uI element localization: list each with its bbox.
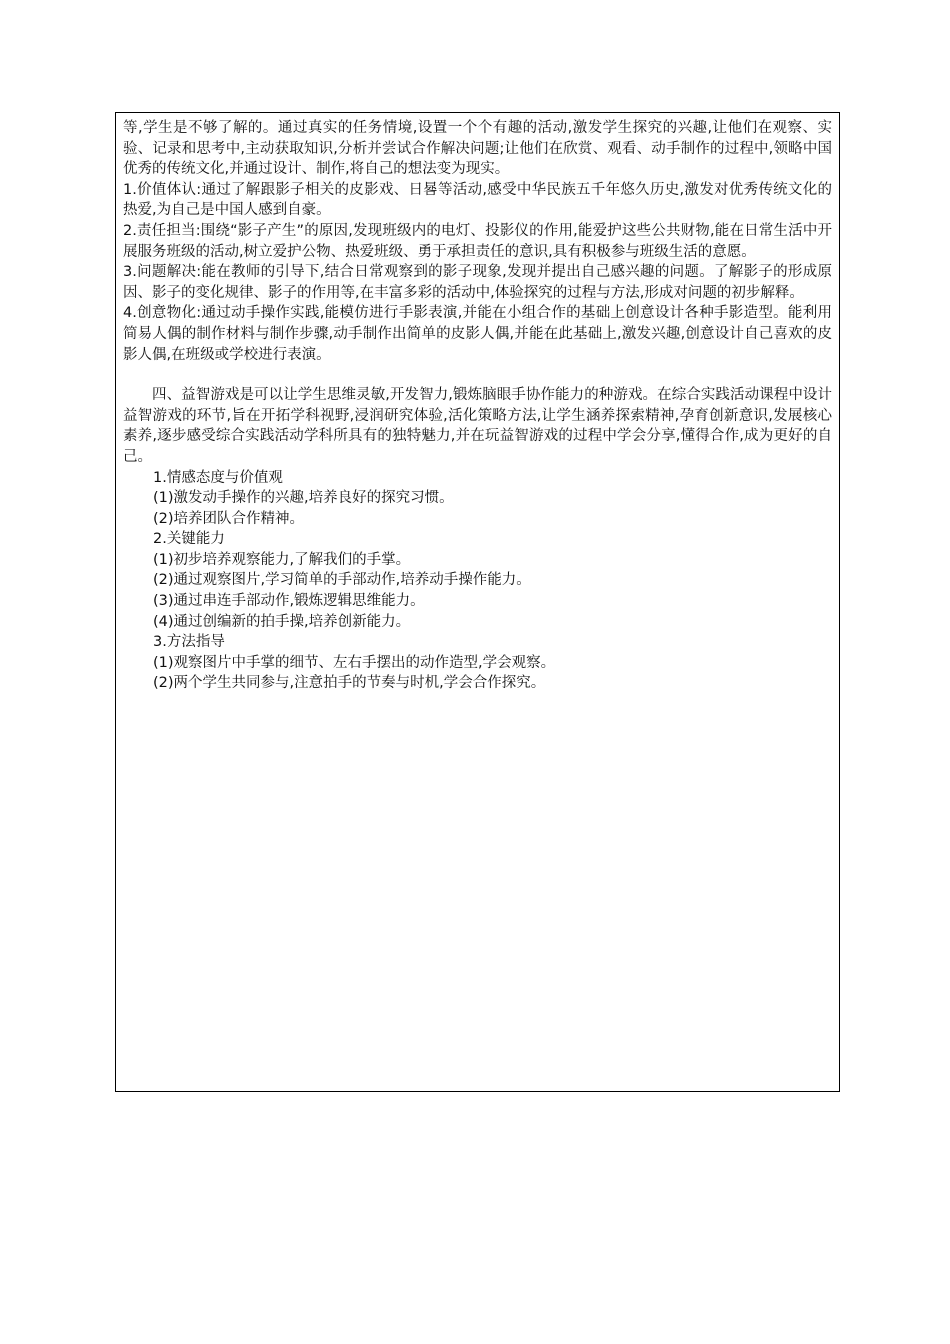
goal-problem-solving: 3.问题解决:能在教师的引导下,结合日常观察到的影子现象,发现并提出自己感兴趣的问题。了解影子的形成原因、影子的变化规律、影子的作用等,在丰富多彩的活动中,体验探究的过程与方法,形成对问题的初步解释。 xyxy=(123,264,832,301)
section-four-paragraph: 四、益智游戏是可以让学生思维灵敏,开发智力,锻炼脑眼手协作能力的种游戏。在综合实践活动课程中设计益智游戏的环节,旨在开拓学科视野,浸润研究体验,活化策略方法,让学生涵养探索精神,孕育创新意识,发展核心素养,逐步感受综合实践活动学科所具有的独特魅力,并在玩益智游戏的过程中学会分享,懂得合作,成为更好的自己。 xyxy=(123,387,832,465)
list-item: (2)两个学生共同参与,注意拍手的节奏与时机,学会合作探究。 xyxy=(153,675,546,692)
heading-method: 3.方法指导 xyxy=(153,634,225,651)
list-item: (4)通过创编新的拍手操,培养创新能力。 xyxy=(153,613,411,630)
intro-paragraph: 等,学生是不够了解的。通过真实的任务情境,设置一个个有趣的活动,激发学生探究的兴趣,让他们在观察、实验、记录和思考中,主动获取知识,分析并尝试合作解决问题;让他们在欣赏、观看、动手制作的过程中,领略中国优秀的传统文化,并通过设计、制作,将自己的想法变为现实。 xyxy=(123,120,832,178)
list-item: (1)激发动手操作的兴趣,培养良好的探究习惯。 xyxy=(153,490,454,507)
heading-emotion: 1.情感态度与价值观 xyxy=(153,469,283,486)
goal-responsibility: 2.责任担当:围绕“影子产生”的原因,发现班级内的电灯、投影仪的作用,能爱护这些公共财物,能在日常生活中开展服务班级的活动,树立爱护公物、热爱班级、勇于承担责任的意识,具有积极参与班级生活的意愿。 xyxy=(123,222,832,260)
list-item: (3)通过串连手部动作,锻炼逻辑思维能力。 xyxy=(153,593,425,610)
list-item: (1)初步培养观察能力,了解我们的手掌。 xyxy=(153,551,411,568)
goal-value: 1.价值体认:通过了解跟影子相关的皮影戏、日晷等活动,感受中华民族五千年悠久历史,激发对优秀传统文化的热爱,为自己是中国人感到自豪。 xyxy=(123,181,832,219)
content-table-cell xyxy=(115,112,840,1092)
list-item: (1)观察图片中手掌的细节、左右手摆出的动作造型,学会观察。 xyxy=(153,654,556,671)
list-item: (2)培养团队合作精神。 xyxy=(153,510,305,527)
heading-key-ability: 2.关键能力 xyxy=(153,531,225,548)
list-item: (2)通过观察图片,学习简单的手部动作,培养动手操作能力。 xyxy=(153,572,531,589)
goal-creation: 4.创意物化:通过动手操作实践,能模仿进行手影表演,并能在小组合作的基础上创意设计各种手影造型。能利用简易人偶的制作材料与制作步骤,动手制作出简单的皮影人偶,并能在此基础上,激发兴趣,创意设计自己喜欢的皮影人偶,在班级或学校进行表演。 xyxy=(123,305,832,363)
